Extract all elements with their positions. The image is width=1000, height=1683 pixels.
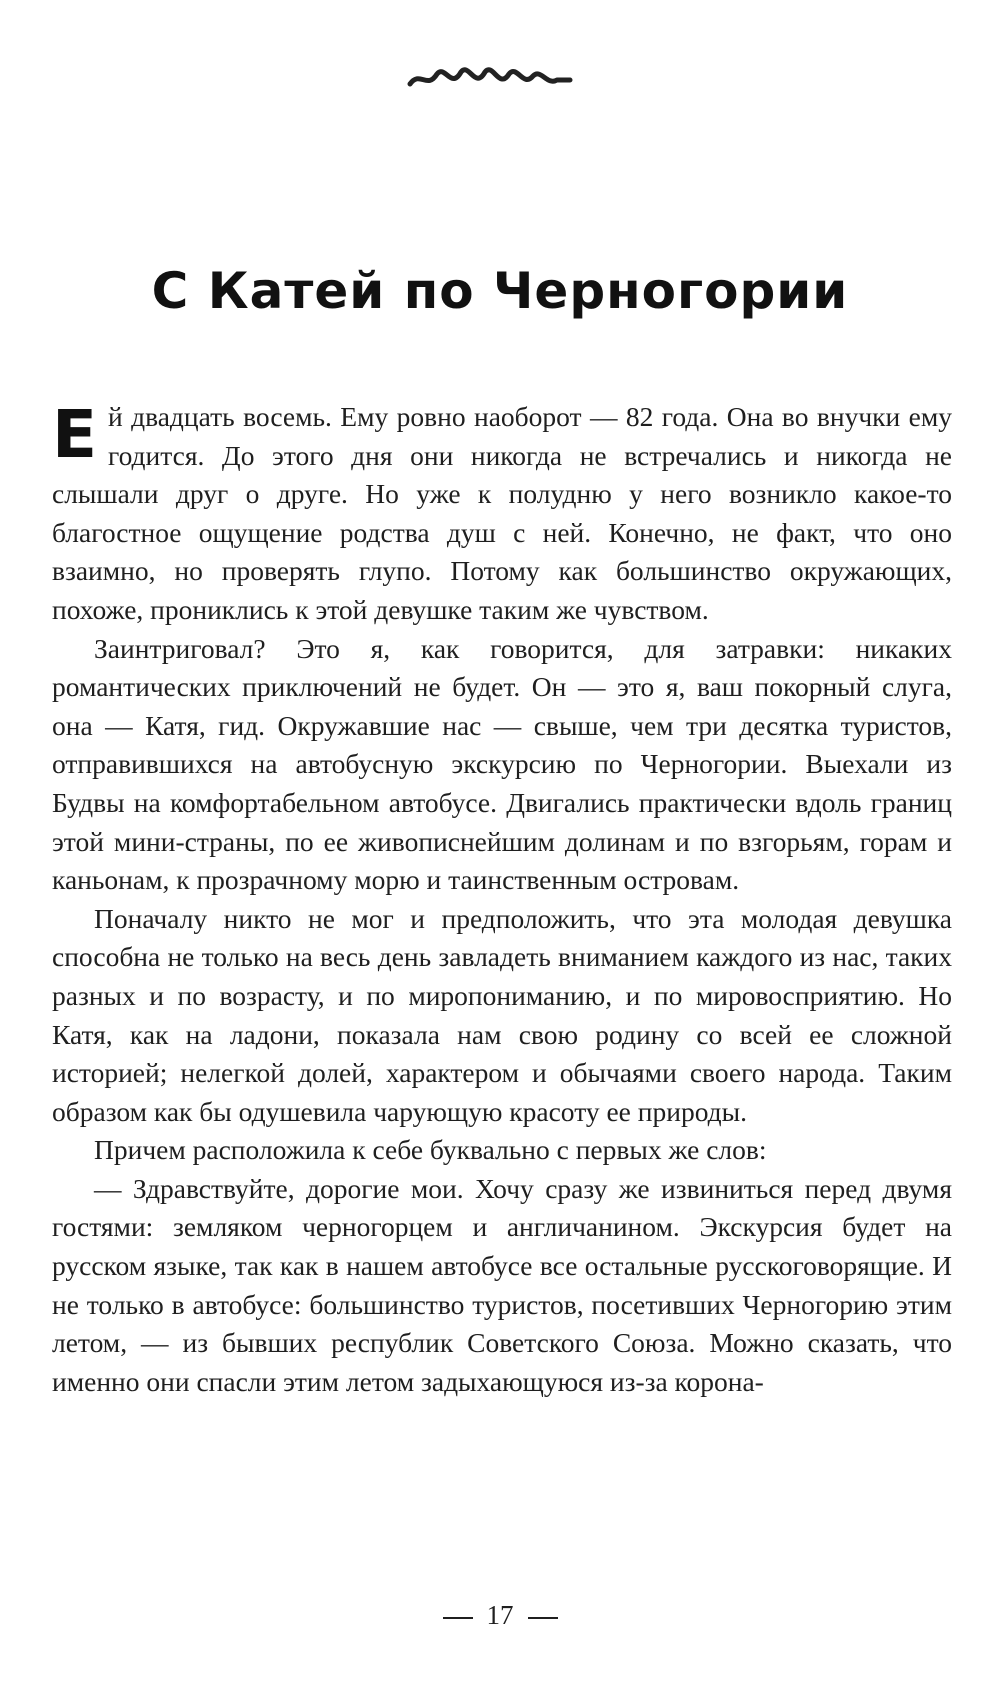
- chapter-title: С Катей по Черногории: [151, 262, 849, 320]
- ornament-icon: [405, 60, 575, 96]
- dash-right: [528, 1617, 558, 1619]
- drop-cap: Е: [52, 396, 98, 473]
- paragraph: [52, 398, 952, 630]
- paragraph: Причем расположила к себе буквально с первых же слов:: [94, 1134, 767, 1166]
- dash-left: [443, 1617, 473, 1619]
- page-number-value: 17: [486, 1600, 514, 1630]
- first-paragraph-text: й двадцать восемь. Ему ровно наоборот — 82 года. Она во внучки ему годится. До этого дня они никогда не встречались и никогда не слышали друг о друге. Но уже к полудню у него возникло какое-то благостное ощущение родства душ с ней. Конечно, не факт, что оно взаимно, но проверять глупо. Потому как большинство окружающих, похоже, прониклись к этой девушке таким же чувством.: [52, 401, 952, 625]
- body-text: [52, 398, 952, 1401]
- paragraph: Поначалу никто не мог и предположить, что эта молодая девушка способна не только на весь день завладеть вниманием каждого из нас, таких разных и по возрасту, и по миропониманию, и по мировосприятию. Но Катя, как на ладони, показала нам свою родину со всей ее сложной историей; нелегкой долей, характером и обычаями своего народа. Таким образом как бы одушевила чарующую красоту ее природы.: [52, 902, 952, 1127]
- page-number: [0, 1600, 1000, 1631]
- paragraph: — Здравствуйте, дорогие мои. Хочу сразу же извиниться перед двумя гостями: земляком черногорцем и англичанином. Экскурсия будет на русском языке, так как в нашем автобусе все остальные русскоговорящие. И не только в автобусе: большинство туристов, посетивших Черногорию этим летом, — из бывших республик Советского Союза. Можно сказать, что именно они спасли этим летом задыхающуюся из-за корона-: [52, 1172, 952, 1397]
- paragraph: Заинтриговал? Это я, как говорится, для затравки: никаких романтических приключений не будет. Он — это я, ваш покорный слуга, она — Катя, гид. Окружавшие нас — свыше, чем три десятка туристов, отправившихся на автобусную экскурсию по Черногории. Выехали из Будвы на комфортабельном автобусе. Двигались практически вдоль границ этой мини-страны, по ее живописнейшим долинам и по взгорьям, горам и каньонам, к прозрачному морю и таинственным островам.: [52, 632, 952, 896]
